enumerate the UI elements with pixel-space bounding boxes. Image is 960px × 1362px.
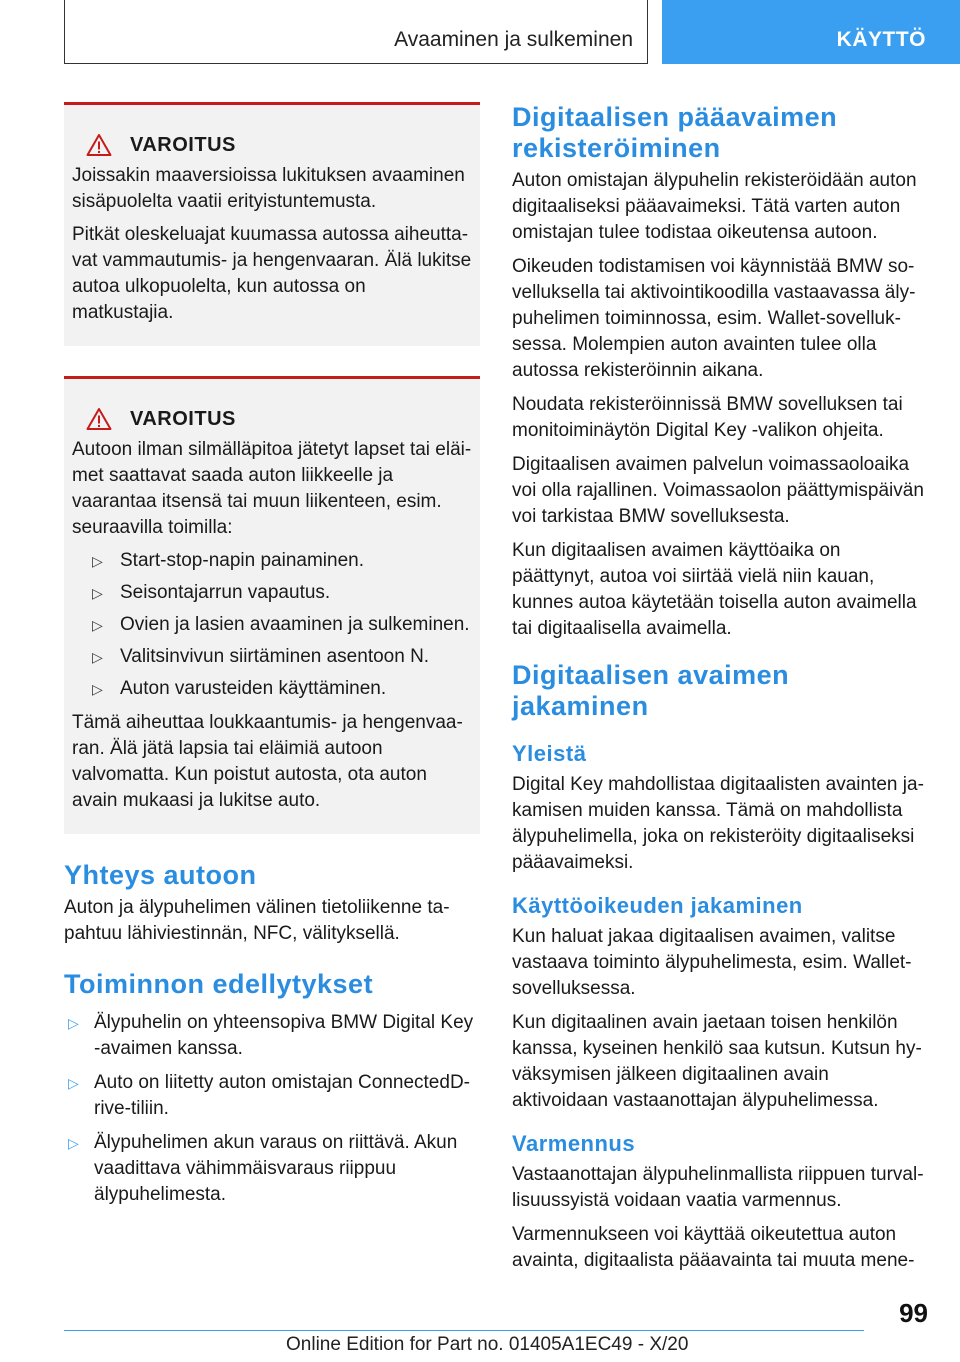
triangle-bullet-icon: ▷ <box>68 1135 79 1151</box>
paragraph: Vastaanottajan älypuhelinmallista riippuen turvallisuussyistä voidaan vaatia varmennus. <box>512 1164 924 1211</box>
paragraph: Kun haluat jakaa digitaalisen avaimen, valitse vastaava toiminto älypuhelimesta, esim. Wallet-sovelluksessa. <box>512 926 912 999</box>
subheading-varmennus: Varmennus <box>512 1131 636 1156</box>
section-heading-rekisterointi: Digitaalisen pääavaimen rekisteröiminen <box>512 102 838 163</box>
warning-box-1 <box>64 102 480 346</box>
paragraph: Auton omistajan älypuhelin rekisteröidään auton digitaaliseksi pääavaimeksi. Tätä varten auton omistajan tulee todistaa oikeutensa autoon. <box>512 170 917 243</box>
warning-triangle-icon <box>86 407 112 431</box>
requirements-list <box>64 1010 480 1208</box>
list-item: ▷ Auto on liitetty auton omistajan ConnectedDrive-tiliin. <box>68 1072 470 1119</box>
footer-edition: Online Edition for Part no. 01405A1EC49 - X/20 <box>286 1334 689 1355</box>
warning-box-2 <box>64 376 480 834</box>
triangle-bullet-icon: ▷ <box>68 1015 79 1031</box>
left-column <box>64 102 480 1216</box>
paragraph: Auton ja älypuhelimen välinen tietoliikenne tapahtuu lähiviestinnän, NFC, välityksellä. <box>64 897 450 944</box>
section-heading-edellytykset: Toiminnon edellytykset <box>64 969 374 999</box>
triangle-bullet-icon: ▷ <box>92 553 103 569</box>
list-item: ▷ Älypuhelimen akun varaus on riittävä. Akun vaadittava vähimmäisvaraus riippuu älypuhelimesta. <box>68 1132 458 1205</box>
list-item: ▷ Älypuhelin on yhteensopiva BMW Digital Key -avaimen kanssa. <box>68 1012 474 1059</box>
paragraph: Oikeuden todistamisen voi käynnistää BMW sovelluksella tai aktivointikoodilla vastaavassa älypuhelimen toiminnossa, esim. Wallet-sovelluksessa. Molempien auton avainten tulee olla autossa rekisteröinnin aikana. <box>512 256 916 381</box>
warning-text: Tämä aiheuttaa loukkaantumis- ja hengenvaaran. Älä jätä lapsia tai eläimiä autoon valvomatta. Kun poistut autosta, ota auton avain mukaasi ja lukitse auto. <box>72 712 463 811</box>
triangle-bullet-icon: ▷ <box>68 1075 79 1091</box>
triangle-bullet-icon: ▷ <box>92 681 103 697</box>
subheading-kayttooikeus: Käyttöoikeuden jakaminen <box>512 893 803 918</box>
list-item: ▷ Seisontajarrun vapautus. <box>86 580 472 606</box>
subheading-yleista: Yleistä <box>512 741 587 766</box>
footer-divider <box>64 1330 864 1331</box>
right-column <box>512 102 926 1282</box>
triangle-bullet-icon: ▷ <box>92 617 103 633</box>
list-item: ▷ Ovien ja lasien avaaminen ja sulkeminen. <box>86 612 472 638</box>
header-chapter-tab <box>662 0 960 64</box>
header-section-box <box>64 0 648 64</box>
paragraph: Noudata rekisteröinnissä BMW sovelluksen tai monitoiminäytön Digital Key -valikon ohjeita. <box>512 394 903 441</box>
warning-title-row <box>72 133 472 157</box>
warning-text: Pitkät oleskeluajat kuumassa autossa aiheuttavat vammautumis- ja hengenvaaran. Älä lukitse autoa ulkopuolelta, kun autossa on matkustajia. <box>72 224 472 323</box>
header-chapter-title: KÄYTTÖ <box>836 28 926 51</box>
section-heading-yhteys: Yhteys autoon <box>64 860 257 890</box>
warning-title: VAROITUS <box>130 407 236 430</box>
section-heading-jakaminen: Digitaalisen avaimen jakaminen <box>512 660 790 721</box>
header-section-title: Avaaminen ja sulkeminen <box>394 28 633 51</box>
paragraph: Digitaalisen avaimen palvelun voimassaoloaika voi olla rajallinen. Voimassaolon päättymispäivän voi tarkistaa BMW sovelluksesta. <box>512 454 924 527</box>
paragraph: Digital Key mahdollistaa digitaalisten avainten jakamisen muiden kanssa. Tämä on mahdollista älypuhelimella, joka on rekisteröity digitaaliseksi pääavaimeksi. <box>512 774 924 873</box>
warning-triangle-icon <box>86 133 112 157</box>
list-item: ▷ Start-stop-napin painaminen. <box>86 548 472 574</box>
warning-text: Joissakin maaversioissa lukituksen avaaminen sisäpuolelta vaatii erityistuntemusta. <box>72 165 465 212</box>
triangle-bullet-icon: ▷ <box>92 649 103 665</box>
paragraph: Varmennukseen voi käyttää oikeutettua auton avainta, digitaalista pääavainta tai muuta mene- <box>512 1224 915 1271</box>
paragraph: Kun digitaalinen avain jaetaan toisen henkilön kanssa, kyseinen henkilö saa kutsun. Kutsun hyväksymisen jälkeen digitaalinen avain aktivoidaan vastaanottajan älypuhelimessa. <box>512 1012 922 1111</box>
page-number: 99 <box>899 1298 928 1328</box>
warning-title-row <box>72 407 472 431</box>
paragraph: Kun digitaalisen avaimen käyttöaika on päättynyt, autoa voi siirtää vielä niin kauan, kunnes autoa käytetään toisella auton avaimella tai digitaalisella avaimella. <box>512 540 917 639</box>
warning-list <box>72 548 472 702</box>
triangle-bullet-icon: ▷ <box>92 585 103 601</box>
list-item: ▷ Auton varusteiden käyttäminen. <box>86 676 472 702</box>
list-item: ▷ Valitsinvivun siirtäminen asentoon N. <box>86 644 472 670</box>
warning-title: VAROITUS <box>130 133 236 156</box>
warning-text: Autoon ilman silmälläpitoa jätetyt lapset tai eläimet saattavat saada auton liikkeelle ja vaarantaa itsensä tai muun liikenteen, esim. seuraavilla toimilla: <box>72 439 472 538</box>
